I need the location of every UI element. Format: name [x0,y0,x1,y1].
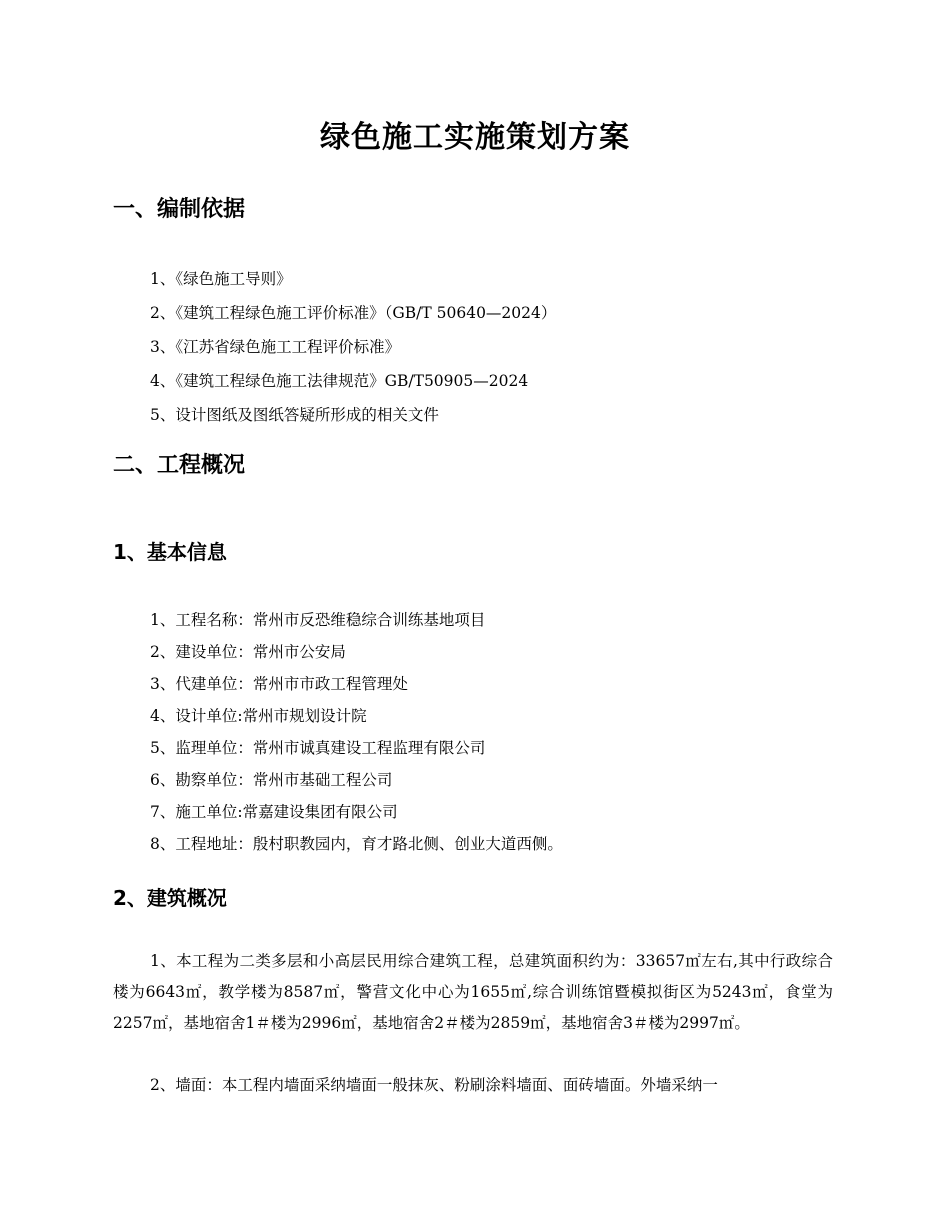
list-item: 2、建设单位：常州市公安局 [150,643,346,661]
list-item: 4、设计单位:常州市规划设计院 [150,707,367,725]
section-heading-overview: 二、工程概况 [113,453,246,478]
list-item: 5、设计图纸及图纸答疑所形成的相关文件 [150,406,439,424]
basis-list [150,262,556,432]
document-title: 绿色施工实施策划方案 [320,120,630,155]
basic-info-list [150,604,563,860]
list-item: 3、代建单位：常州市市政工程管理处 [150,675,408,693]
section-heading-basis: 一、编制依据 [113,197,246,222]
list-item: 3、《江苏省绿色施工工程评价标准》 [150,338,401,356]
list-item: 1、《绿色施工导则》 [150,270,292,288]
body-paragraph: 2、墙面：本工程内墙面采纳墙面一般抹灰、粉刷涂料墙面、面砖墙面。外墙采纳一 [150,1076,718,1094]
body-paragraph: 1、本工程为二类多层和小高层民用综合建筑工程，总建筑面积约为：33657㎡左右,其中行政综合楼为6643㎡，教学楼为8587㎡，警营文化中心为1655㎡,综合训练馆暨模拟街区为5243㎡，食堂为2257㎡，基地宿舍1＃楼为2996㎡，基地宿舍2＃楼为2859㎡，基地宿舍3＃楼为2997㎡。 [113,952,833,1032]
list-item: 5、监理单位：常州市诚真建设工程监理有限公司 [150,739,486,757]
list-item: 7、施工单位:常嘉建设集团有限公司 [150,803,398,821]
list-item: 4、《建筑工程绿色施工法律规范》GB/T50905—2024 [150,372,529,390]
list-item: 6、勘察单位：常州市基础工程公司 [150,771,393,789]
list-item: 1、工程名称：常州市反恐维稳综合训练基地项目 [150,611,486,629]
list-item: 2、《建筑工程绿色施工评价标准》（GB/T 50640—2024） [150,304,557,322]
subsection-heading-building-overview: 2、建筑概况 [113,886,227,910]
subsection-heading-basic-info: 1、基本信息 [113,540,227,564]
list-item: 8、工程地址：殷村职教园内，育才路北侧、创业大道西侧。 [150,835,563,853]
